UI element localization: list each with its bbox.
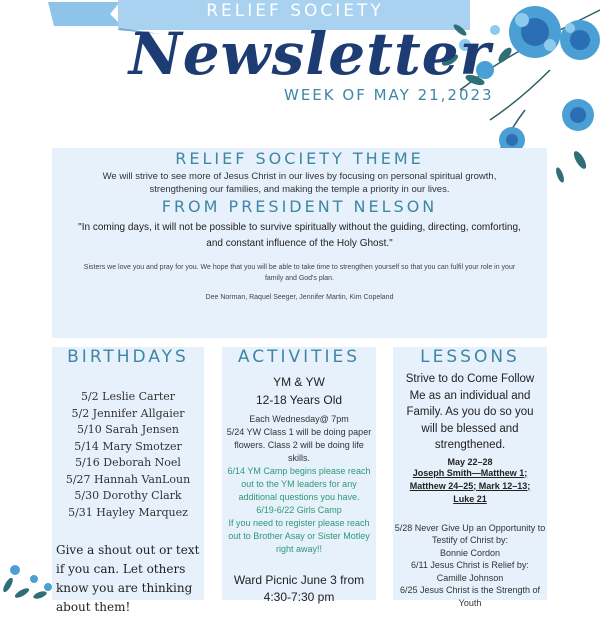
theme-text: We will strive to see more of Jesus Christ in our lives by focusing on personal spiritual growth, strengthening our families, and making the temple a priority in our lives. [102,171,497,195]
week-label: WEEK OF MAY 21,2023 [284,86,494,104]
leaf-decoration-icon [0,555,60,600]
list-item: 5/16 Deborah Noel [75,456,181,469]
lesson-item: 5/28 Never Give Up an Opportunity to Testify of Christ by: [394,522,546,545]
page-title: Newsletter [128,20,492,88]
love-message: Sisters we love you and pray for you. We hope that you will be able to take time to strengthen yourself so that you can fulfil your role in your family and God's plan. [83,264,516,282]
lesson-speaker: Camille Johnson [436,572,504,583]
scripture-links[interactable]: Joseph Smith—Matthew 1; Matthew 24–25; Mark 12–13; Luke 21 [409,467,531,504]
birthdays-heading: BIRTHDAYS [67,347,189,367]
lesson-item: 6/25 Jesus Christ is the Strength of Youth [399,585,541,608]
yw-activity: 5/24 YW Class 1 will be doing paper flowers. Class 2 will be doing life skills. [226,427,372,463]
lessons-intro: Strive to do Come Follow Me as an individual and Family. As you do so you will be blessed and strengthened. [405,373,535,451]
birthdays-section [52,347,204,614]
activities-heading: ACTIVITIES [237,347,361,367]
list-item: 5/10 Sarah Jensen [77,423,179,436]
lesson-item: 6/11 Jesus Christ is Relief by: [411,560,529,570]
president-quote: "In coming days, it will not be possible to survive spiritually without the guiding, directing, comforting, and constant influence of the Holy Ghost." [78,222,521,249]
banner-label: RELIEF SOCIETY [206,1,384,21]
lessons-heading: LESSONS [420,347,520,367]
activities-section [222,347,376,604]
lesson-speaker: Bonnie Cordon [439,547,501,558]
list-item: 5/14 Mary Smotzer [74,439,182,453]
shout-out-text: Give a shout out or text if you can. Let others know you are thinking about them! [56,543,200,614]
lesson-dates: May 22–28 [447,456,493,467]
list-item: 5/31 Hayley Marquez [68,505,188,519]
list-item: 5/2 Jennifer Allgaier [71,406,185,420]
youth-groups: YM & YW [273,375,325,389]
ward-picnic: Ward Picnic June 3 from 4:30-7:30 pm [233,573,365,604]
list-item: 5/30 Dorothy Clark [74,489,182,502]
register-note: If you need to register please reach out to Brother Asay or Sister Motley right away!! [228,518,370,554]
president-heading: FROM PRESIDENT NELSON [161,197,438,216]
lessons-section [393,347,547,608]
youth-ages: 12-18 Years Old [255,393,343,407]
list-item: 5/27 Hannah VanLoun [65,472,191,486]
meeting-time: Each Wednesday@ 7pm [249,414,349,424]
list-item: 5/2 Leslie Carter [80,390,176,403]
birthday-list [52,389,204,521]
ym-camp: 6/14 YM Camp begins please reach out to the YM leaders for any additional questions you have. [227,466,371,502]
theme-section [52,148,547,338]
theme-heading: RELIEF SOCIETY THEME [175,149,424,168]
presidency-names: Dee Norman, Raquel Seeger, Jennifer Martin, Kim Copeland [205,294,394,301]
girls-camp: 6/19-6/22 Girls Camp [256,505,342,515]
